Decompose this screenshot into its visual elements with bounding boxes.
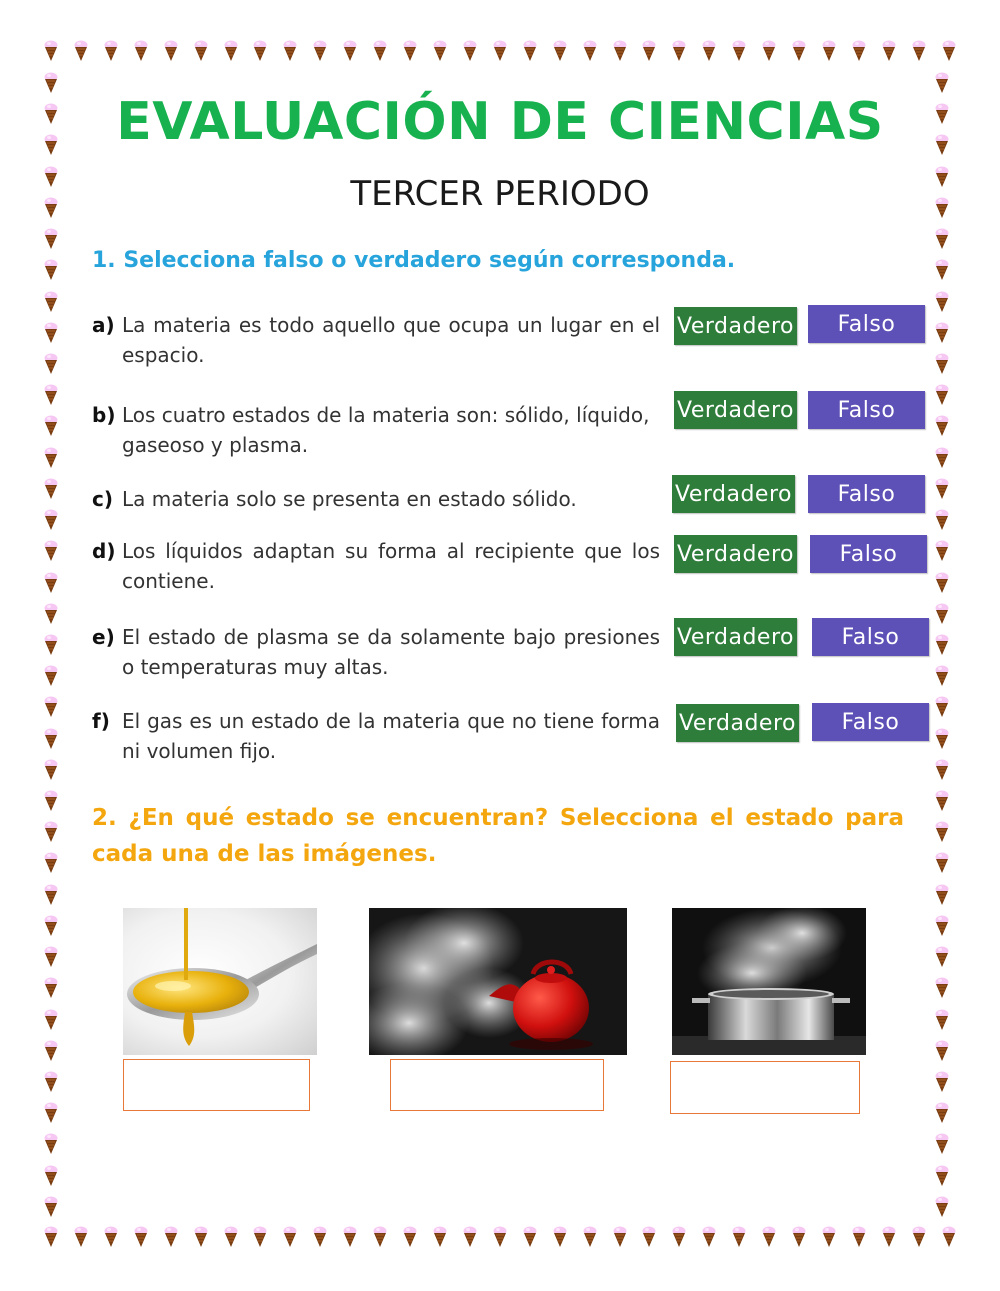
ice-cream-cone-icon bbox=[44, 415, 58, 437]
ice-cream-cone-icon bbox=[882, 40, 896, 62]
ice-cream-cone-icon bbox=[44, 572, 58, 594]
true-button-c[interactable]: Verdadero bbox=[672, 475, 795, 513]
ice-cream-cone-icon bbox=[613, 40, 627, 62]
statement-letter: e) bbox=[92, 625, 115, 649]
page-subtitle: TERCER PERIODO bbox=[350, 174, 650, 214]
ice-cream-cone-icon bbox=[343, 40, 357, 62]
ice-cream-cone-icon bbox=[104, 40, 118, 62]
ice-cream-cone-icon bbox=[44, 1226, 58, 1248]
ice-cream-cone-icon bbox=[523, 40, 537, 62]
ice-cream-cone-icon bbox=[463, 1226, 477, 1248]
ice-cream-cone-icon bbox=[313, 40, 327, 62]
ice-cream-cone-icon bbox=[553, 40, 567, 62]
ice-cream-cone-icon bbox=[283, 40, 297, 62]
top-border bbox=[44, 40, 956, 62]
ice-cream-cone-icon bbox=[935, 447, 949, 469]
statement-f bbox=[92, 706, 660, 766]
statement-e bbox=[92, 622, 660, 682]
ice-cream-cone-icon bbox=[672, 1226, 686, 1248]
ice-cream-cone-icon bbox=[44, 40, 58, 62]
ice-cream-cone-icon bbox=[935, 1040, 949, 1062]
ice-cream-cone-icon bbox=[852, 1226, 866, 1248]
ice-cream-cone-icon bbox=[935, 603, 949, 625]
ice-cream-cone-icon bbox=[732, 40, 746, 62]
ice-cream-cone-icon bbox=[935, 759, 949, 781]
ice-cream-cone-icon bbox=[935, 852, 949, 874]
ice-cream-cone-icon bbox=[762, 1226, 776, 1248]
ice-cream-cone-icon bbox=[433, 40, 447, 62]
ice-cream-cone-icon bbox=[672, 40, 686, 62]
ice-cream-cone-icon bbox=[942, 1226, 956, 1248]
ice-cream-cone-icon bbox=[134, 40, 148, 62]
ice-cream-cone-icon bbox=[935, 540, 949, 562]
ice-cream-cone-icon bbox=[403, 40, 417, 62]
ice-cream-cone-icon bbox=[44, 852, 58, 874]
oil-spoon-image bbox=[123, 908, 317, 1055]
ice-cream-cone-icon bbox=[44, 447, 58, 469]
ice-cream-cone-icon bbox=[935, 228, 949, 250]
ice-cream-cone-icon bbox=[583, 40, 597, 62]
bottom-border bbox=[44, 1226, 956, 1248]
ice-cream-cone-icon bbox=[935, 1165, 949, 1187]
statement-letter: a) bbox=[92, 313, 115, 337]
ice-cream-cone-icon bbox=[822, 40, 836, 62]
ice-cream-cone-icon bbox=[44, 946, 58, 968]
ice-cream-cone-icon bbox=[553, 1226, 567, 1248]
ice-cream-cone-icon bbox=[44, 72, 58, 94]
ice-cream-cone-icon bbox=[852, 40, 866, 62]
answer-box-3[interactable] bbox=[670, 1061, 860, 1114]
ice-cream-cone-icon bbox=[935, 291, 949, 313]
statement-text: Los líquidos adaptan su forma al recipiente que los contiene. bbox=[122, 539, 660, 593]
ice-cream-cone-icon bbox=[104, 1226, 118, 1248]
statement-letter: c) bbox=[92, 487, 113, 511]
ice-cream-cone-icon bbox=[44, 1009, 58, 1031]
ice-cream-cone-icon bbox=[44, 759, 58, 781]
ice-cream-cone-icon bbox=[44, 1133, 58, 1155]
ice-cream-cone-icon bbox=[44, 384, 58, 406]
answer-box-2[interactable] bbox=[390, 1059, 604, 1111]
ice-cream-cone-icon bbox=[493, 40, 507, 62]
ice-cream-cone-icon bbox=[403, 1226, 417, 1248]
ice-cream-cone-icon bbox=[642, 1226, 656, 1248]
statement-text: El gas es un estado de la materia que no tiene forma ni volumen fijo. bbox=[122, 709, 660, 763]
ice-cream-cone-icon bbox=[935, 478, 949, 500]
false-button-e[interactable]: Falso bbox=[812, 618, 929, 656]
ice-cream-cone-icon bbox=[523, 1226, 537, 1248]
statement-letter: f) bbox=[92, 709, 110, 733]
ice-cream-cone-icon bbox=[935, 509, 949, 531]
ice-cream-cone-icon bbox=[912, 1226, 926, 1248]
ice-cream-cone-icon bbox=[935, 884, 949, 906]
ice-cream-cone-icon bbox=[44, 665, 58, 687]
ice-cream-cone-icon bbox=[44, 1071, 58, 1093]
ice-cream-cone-icon bbox=[343, 1226, 357, 1248]
ice-cream-cone-icon bbox=[164, 1226, 178, 1248]
true-button-b[interactable]: Verdadero bbox=[674, 391, 797, 429]
ice-cream-cone-icon bbox=[935, 728, 949, 750]
ice-cream-cone-icon bbox=[283, 1226, 297, 1248]
ice-cream-cone-icon bbox=[134, 1226, 148, 1248]
ice-cream-cone-icon bbox=[44, 915, 58, 937]
right-border bbox=[935, 72, 949, 1218]
ice-cream-cone-icon bbox=[935, 790, 949, 812]
ice-cream-cone-icon bbox=[44, 790, 58, 812]
ice-cream-cone-icon bbox=[912, 40, 926, 62]
ice-cream-cone-icon bbox=[935, 353, 949, 375]
ice-cream-cone-icon bbox=[44, 291, 58, 313]
statement-text: La materia es todo aquello que ocupa un lugar en el espacio. bbox=[122, 313, 660, 367]
ice-cream-cone-icon bbox=[44, 696, 58, 718]
ice-cream-cone-icon bbox=[44, 1165, 58, 1187]
ice-cream-cone-icon bbox=[463, 40, 477, 62]
ice-cream-cone-icon bbox=[882, 1226, 896, 1248]
ice-cream-cone-icon bbox=[44, 478, 58, 500]
ice-cream-cone-icon bbox=[44, 1196, 58, 1218]
kettle-steam-image bbox=[369, 908, 627, 1055]
ice-cream-cone-icon bbox=[935, 72, 949, 94]
true-button-f[interactable]: Verdadero bbox=[676, 704, 799, 742]
ice-cream-cone-icon bbox=[935, 259, 949, 281]
ice-cream-cone-icon bbox=[583, 1226, 597, 1248]
statement-b bbox=[92, 400, 660, 460]
ice-cream-cone-icon bbox=[74, 40, 88, 62]
statement-letter: d) bbox=[92, 539, 116, 563]
ice-cream-cone-icon bbox=[935, 977, 949, 999]
answer-box-1[interactable] bbox=[123, 1059, 310, 1111]
ice-cream-cone-icon bbox=[935, 665, 949, 687]
ice-cream-cone-icon bbox=[942, 40, 956, 62]
false-button-f[interactable]: Falso bbox=[812, 703, 929, 741]
ice-cream-cone-icon bbox=[44, 728, 58, 750]
ice-cream-cone-icon bbox=[702, 1226, 716, 1248]
ice-cream-cone-icon bbox=[44, 540, 58, 562]
statement-text: Los cuatro estados de la materia son: sólido, líquido, gaseoso y plasma. bbox=[122, 403, 650, 457]
ice-cream-cone-icon bbox=[935, 1071, 949, 1093]
statement-text: La materia solo se presenta en estado sólido. bbox=[122, 487, 577, 511]
statement-d bbox=[92, 536, 660, 596]
ice-cream-cone-icon bbox=[792, 40, 806, 62]
steaming-pot-image bbox=[672, 908, 866, 1055]
statement-c bbox=[92, 484, 660, 514]
ice-cream-cone-icon bbox=[313, 1226, 327, 1248]
ice-cream-cone-icon bbox=[935, 384, 949, 406]
page-title: EVALUACIÓN DE CIENCIAS bbox=[116, 92, 884, 152]
ice-cream-cone-icon bbox=[935, 415, 949, 437]
ice-cream-cone-icon bbox=[493, 1226, 507, 1248]
ice-cream-cone-icon bbox=[44, 884, 58, 906]
question-2-heading: 2. ¿En qué estado se encuentran? Selecciona el estado para cada una de las imágenes. bbox=[92, 805, 904, 867]
statement-text: El estado de plasma se da solamente bajo presiones o temperaturas muy altas. bbox=[122, 625, 660, 679]
ice-cream-cone-icon bbox=[732, 1226, 746, 1248]
ice-cream-cone-icon bbox=[44, 1102, 58, 1124]
true-button-e[interactable]: Verdadero bbox=[674, 618, 797, 656]
ice-cream-cone-icon bbox=[44, 322, 58, 344]
ice-cream-cone-icon bbox=[935, 946, 949, 968]
ice-cream-cone-icon bbox=[935, 821, 949, 843]
ice-cream-cone-icon bbox=[44, 228, 58, 250]
true-button-d[interactable]: Verdadero bbox=[674, 535, 797, 573]
ice-cream-cone-icon bbox=[935, 696, 949, 718]
ice-cream-cone-icon bbox=[935, 1196, 949, 1218]
ice-cream-cone-icon bbox=[762, 40, 776, 62]
ice-cream-cone-icon bbox=[44, 977, 58, 999]
ice-cream-cone-icon bbox=[935, 1102, 949, 1124]
ice-cream-cone-icon bbox=[822, 1226, 836, 1248]
question-1-heading: 1. Selecciona falso o verdadero según corresponda. bbox=[92, 248, 736, 273]
ice-cream-cone-icon bbox=[164, 40, 178, 62]
ice-cream-cone-icon bbox=[373, 1226, 387, 1248]
ice-cream-cone-icon bbox=[433, 1226, 447, 1248]
false-button-c[interactable]: Falso bbox=[808, 475, 925, 513]
ice-cream-cone-icon bbox=[44, 1040, 58, 1062]
ice-cream-cone-icon bbox=[224, 1226, 238, 1248]
false-button-d[interactable]: Falso bbox=[810, 535, 927, 573]
true-button-a[interactable]: Verdadero bbox=[674, 307, 797, 345]
ice-cream-cone-icon bbox=[935, 572, 949, 594]
ice-cream-cone-icon bbox=[74, 1226, 88, 1248]
ice-cream-cone-icon bbox=[194, 40, 208, 62]
ice-cream-cone-icon bbox=[935, 1133, 949, 1155]
false-button-b[interactable]: Falso bbox=[808, 391, 925, 429]
false-button-a[interactable]: Falso bbox=[808, 305, 925, 343]
ice-cream-cone-icon bbox=[44, 259, 58, 281]
ice-cream-cone-icon bbox=[935, 915, 949, 937]
ice-cream-cone-icon bbox=[253, 1226, 267, 1248]
ice-cream-cone-icon bbox=[935, 1009, 949, 1031]
ice-cream-cone-icon bbox=[702, 40, 716, 62]
ice-cream-cone-icon bbox=[194, 1226, 208, 1248]
ice-cream-cone-icon bbox=[642, 40, 656, 62]
statement-a bbox=[92, 310, 660, 370]
ice-cream-cone-icon bbox=[44, 353, 58, 375]
ice-cream-cone-icon bbox=[224, 40, 238, 62]
ice-cream-cone-icon bbox=[613, 1226, 627, 1248]
ice-cream-cone-icon bbox=[935, 322, 949, 344]
ice-cream-cone-icon bbox=[373, 40, 387, 62]
ice-cream-cone-icon bbox=[44, 603, 58, 625]
ice-cream-cone-icon bbox=[935, 634, 949, 656]
left-border bbox=[44, 72, 58, 1218]
ice-cream-cone-icon bbox=[253, 40, 267, 62]
ice-cream-cone-icon bbox=[44, 509, 58, 531]
statement-letter: b) bbox=[92, 403, 116, 427]
ice-cream-cone-icon bbox=[44, 634, 58, 656]
ice-cream-cone-icon bbox=[44, 821, 58, 843]
ice-cream-cone-icon bbox=[792, 1226, 806, 1248]
